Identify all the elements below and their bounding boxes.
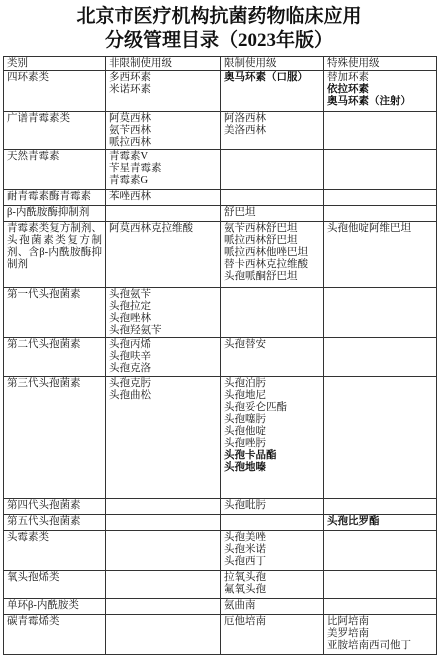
category-cell: 碳青霉烯类	[4, 615, 106, 655]
drug-item: 拉氧头孢	[224, 572, 266, 583]
category-cell: 天然青霉素	[4, 150, 106, 190]
special-cell	[324, 515, 437, 531]
category-cell: 第二代头孢菌素	[4, 338, 106, 377]
drug-item: 奥马环素（注射）	[327, 96, 411, 107]
drug-item: 阿洛西林	[224, 113, 266, 124]
drug-item: 头孢米诺	[224, 544, 266, 555]
drug-item: 头孢吡肟	[224, 500, 266, 511]
table-row	[4, 150, 437, 190]
drug-item: 头孢拉定	[109, 301, 151, 312]
drug-item: 亚胺培南西司他丁	[327, 640, 411, 651]
restricted-cell	[221, 190, 324, 206]
unrestricted-cell	[106, 71, 221, 112]
unrestricted-cell	[106, 206, 221, 222]
document-title	[0, 0, 438, 56]
unrestricted-cell	[106, 222, 221, 288]
table-row	[4, 112, 437, 150]
unrestricted-cell	[106, 531, 221, 571]
special-cell	[324, 190, 437, 206]
table-row	[4, 531, 437, 571]
category-cell: 青霉素类复方制剂、头孢菌素类复方制剂、含β-内酰胺酶抑制剂	[4, 222, 106, 288]
antibiotic-catalog-table	[3, 56, 437, 655]
table-row	[4, 338, 437, 377]
drug-item: 头孢克肟	[109, 378, 151, 389]
category-cell: 广谱青霉素类	[4, 112, 106, 150]
table-row	[4, 615, 437, 655]
unrestricted-cell	[106, 499, 221, 515]
drug-item: 头孢替安	[224, 339, 266, 350]
special-cell	[324, 112, 437, 150]
restricted-cell	[221, 571, 324, 599]
drug-item: 头孢比罗酯	[327, 516, 380, 527]
restricted-cell	[221, 222, 324, 288]
drug-item: 头孢羟氨苄	[109, 325, 162, 336]
drug-item: 头孢唑肟	[224, 438, 266, 449]
special-cell	[324, 338, 437, 377]
restricted-cell	[221, 150, 324, 190]
table-row	[4, 515, 437, 531]
special-cell	[324, 615, 437, 655]
drug-item: 阿莫西林克拉维酸	[109, 223, 193, 234]
drug-item: 头孢美唑	[224, 532, 266, 543]
drug-item: 依拉环素	[327, 84, 369, 95]
table-row	[4, 499, 437, 515]
restricted-cell	[221, 615, 324, 655]
restricted-cell	[221, 515, 324, 531]
drug-item: 哌拉西林	[109, 137, 151, 148]
category-cell: 氧头孢烯类	[4, 571, 106, 599]
special-cell	[324, 288, 437, 338]
unrestricted-cell	[106, 288, 221, 338]
drug-item: 苯唑西林	[109, 191, 151, 202]
drug-item: 头孢西丁	[224, 556, 266, 567]
unrestricted-cell	[106, 150, 221, 190]
drug-item: 头孢丙烯	[109, 339, 151, 350]
drug-item: 头孢氨苄	[109, 289, 151, 300]
table-row	[4, 599, 437, 615]
drug-item: 头孢地尼	[224, 390, 266, 401]
special-cell	[324, 71, 437, 112]
drug-item: 替加环素	[327, 72, 369, 83]
category-cell: 第四代头孢菌素	[4, 499, 106, 515]
drug-item: 头孢妥仑匹酯	[224, 402, 287, 413]
unrestricted-cell	[106, 190, 221, 206]
special-cell	[324, 150, 437, 190]
table-row	[4, 206, 437, 222]
column-header-category: 类别	[4, 57, 106, 71]
title-line-1: 北京市医疗机构抗菌药物临床应用	[76, 6, 362, 27]
special-cell	[324, 571, 437, 599]
drug-item: 头孢卡品酯	[224, 450, 277, 461]
special-cell	[324, 599, 437, 615]
drug-item: 青霉素G	[109, 175, 149, 186]
drug-item: 氨苄西林舒巴坦	[224, 223, 298, 234]
drug-item: 阿莫西林	[109, 113, 151, 124]
table-row	[4, 288, 437, 338]
restricted-cell	[221, 377, 324, 499]
restricted-cell	[221, 112, 324, 150]
restricted-cell	[221, 206, 324, 222]
drug-item: 头孢克洛	[109, 363, 151, 374]
drug-item: 青霉素V	[109, 151, 149, 162]
restricted-cell	[221, 288, 324, 338]
category-cell: 单环β-内酰胺类	[4, 599, 106, 615]
drug-item: 氟氧头孢	[224, 584, 266, 595]
drug-item: 舒巴坦	[224, 207, 256, 218]
drug-item: 奥马环素（口服）	[224, 72, 308, 83]
column-header-unrestricted: 非限制使用级	[106, 57, 221, 71]
drug-item: 头孢唑林	[109, 313, 151, 324]
restricted-cell	[221, 499, 324, 515]
unrestricted-cell	[106, 615, 221, 655]
drug-item: 比阿培南	[327, 616, 369, 627]
restricted-cell	[221, 71, 324, 112]
special-cell	[324, 222, 437, 288]
drug-item: 多西环素	[109, 72, 151, 83]
drug-item: 头孢哌酮舒巴坦	[224, 271, 298, 282]
drug-item: 氨苄西林	[109, 125, 151, 136]
category-cell: 第三代头孢菌素	[4, 377, 106, 499]
drug-item: 美罗培南	[327, 628, 369, 639]
title-line-2: 分级管理目录（2023年版）	[104, 30, 333, 51]
drug-item: 头孢他啶	[224, 426, 266, 437]
unrestricted-cell	[106, 377, 221, 499]
drug-item: 头孢地嗪	[224, 462, 266, 473]
table-row	[4, 71, 437, 112]
unrestricted-cell	[106, 599, 221, 615]
restricted-cell	[221, 338, 324, 377]
drug-item: 氨曲南	[224, 600, 256, 611]
drug-item: 替卡西林克拉维酸	[224, 259, 308, 270]
drug-item: 头孢曲松	[109, 390, 151, 401]
special-cell	[324, 206, 437, 222]
table-row	[4, 377, 437, 499]
table-row	[4, 222, 437, 288]
unrestricted-cell	[106, 112, 221, 150]
category-cell: β-内酰胺酶抑制剂	[4, 206, 106, 222]
column-header-special: 特殊使用级	[324, 57, 437, 71]
unrestricted-cell	[106, 515, 221, 531]
column-header-restricted: 限制使用级	[221, 57, 324, 71]
drug-item: 哌拉西林舒巴坦	[224, 235, 298, 246]
table-row	[4, 571, 437, 599]
unrestricted-cell	[106, 571, 221, 599]
restricted-cell	[221, 531, 324, 571]
drug-item: 米诺环素	[109, 84, 151, 95]
drug-item: 厄他培南	[224, 616, 266, 627]
category-cell: 第一代头孢菌素	[4, 288, 106, 338]
unrestricted-cell	[106, 338, 221, 377]
drug-item: 头孢呋辛	[109, 351, 151, 362]
special-cell	[324, 499, 437, 515]
table-row	[4, 190, 437, 206]
drug-item: 头孢他啶阿维巴坦	[327, 223, 411, 234]
category-cell: 头霉素类	[4, 531, 106, 571]
category-cell: 四环素类	[4, 71, 106, 112]
drug-item: 哌拉西林他唑巴坦	[224, 247, 308, 258]
special-cell	[324, 377, 437, 499]
drug-item: 美洛西林	[224, 125, 266, 136]
drug-item: 苄星青霉素	[109, 163, 162, 174]
category-cell: 第五代头孢菌素	[4, 515, 106, 531]
drug-item: 头孢泊肟	[224, 378, 266, 389]
header-row	[4, 57, 437, 71]
restricted-cell	[221, 599, 324, 615]
special-cell	[324, 531, 437, 571]
category-cell: 耐青霉素酶青霉素	[4, 190, 106, 206]
drug-item: 头孢噻肟	[224, 414, 266, 425]
